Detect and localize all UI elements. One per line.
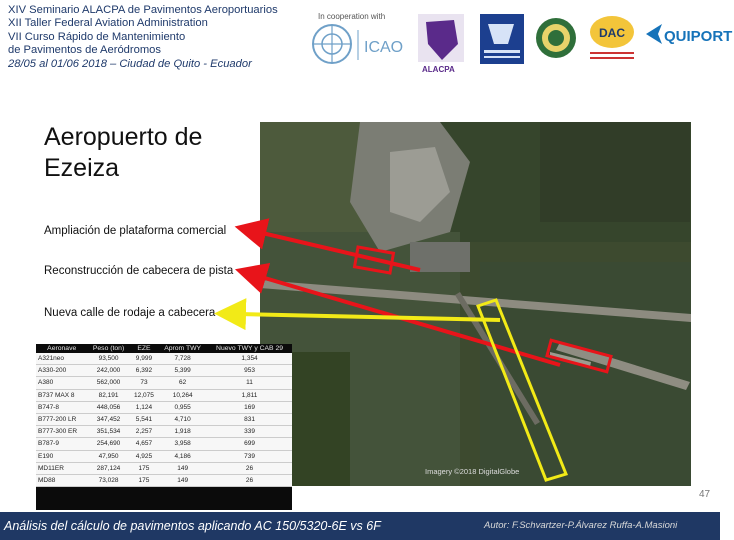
table-cell: 149 — [158, 462, 207, 474]
cooperation-text: In cooperation with — [318, 12, 386, 21]
table-cell: 254,690 — [87, 438, 129, 450]
table-cell: 4,925 — [130, 450, 159, 462]
table-cell: 4,657 — [130, 438, 159, 450]
table-cell: MD11ER — [36, 462, 87, 474]
table-cell: 11 — [207, 377, 292, 389]
table-cell: B737 MAX 8 — [36, 389, 87, 401]
table-row — [36, 389, 292, 401]
table-header-row — [36, 344, 292, 353]
title-line-1: Aeropuerto de — [44, 123, 203, 151]
column-header: Peso (ton) — [92, 345, 125, 352]
table-cell: 7,728 — [158, 353, 207, 365]
table-row — [36, 450, 292, 462]
svg-text:ALACPA: ALACPA — [422, 65, 455, 74]
label-cabecera: Reconstrucción de cabecera de pista — [44, 265, 234, 277]
table-cell: 831 — [207, 413, 292, 425]
footer-title: Análisis del cálculo de pavimentos aplicando AC 150/5320-6E vs 6F — [4, 519, 381, 533]
table-cell: 1,124 — [130, 401, 159, 413]
table-cell: 93,500 — [87, 353, 129, 365]
table-cell: A330-200 — [36, 365, 87, 377]
table-row — [36, 365, 292, 377]
table-cell: A321neo — [36, 353, 87, 365]
table-cell: 82,191 — [87, 389, 129, 401]
table-cell: 242,000 — [87, 365, 129, 377]
table-cell: B747-8 — [36, 401, 87, 413]
column-header: Aeronave — [47, 345, 77, 352]
table-cell: B777-300 ER — [36, 426, 87, 438]
footer-author: Autor: F.Schvartzer-P.Álvarez Ruffa-A.Masioni — [484, 520, 678, 531]
table-cell: 4,186 — [158, 450, 207, 462]
table-cell: B787-9 — [36, 438, 87, 450]
table-cell: 351,534 — [87, 426, 129, 438]
table-cell: 9,999 — [130, 353, 159, 365]
table-cell: 26 — [207, 474, 292, 486]
title-line-2: Ezeiza — [44, 154, 120, 182]
table-cell: 73,028 — [87, 474, 129, 486]
table-cell: E190 — [36, 450, 87, 462]
header-line-4: de Pavimentos de Aeródromos — [8, 44, 161, 57]
table-cell: 3,958 — [158, 438, 207, 450]
column-header: EZE — [137, 345, 151, 352]
table-cell: MD88 — [36, 474, 87, 486]
table-cell: 739 — [207, 450, 292, 462]
table-cell: 4,710 — [158, 413, 207, 425]
table-cell: 73 — [130, 377, 159, 389]
arrow-plataforma — [258, 232, 420, 270]
table-cell: 1,811 — [207, 389, 292, 401]
footer-bar — [0, 512, 720, 540]
image-credit: Imagery ©2018 DigitalGlobe — [425, 467, 520, 476]
table-cell: 2,257 — [130, 426, 159, 438]
arrow-cabecera — [258, 276, 560, 365]
table-cell: A380 — [36, 377, 87, 389]
table-cell: 5,399 — [158, 365, 207, 377]
table-cell: 347,452 — [87, 413, 129, 425]
svg-text:QUIPORT: QUIPORT — [664, 28, 733, 45]
table-cell: 175 — [130, 462, 159, 474]
table-cell: 12,075 — [130, 389, 159, 401]
box-calle-rodaje — [478, 300, 566, 480]
table-cell: 953 — [207, 365, 292, 377]
table-row — [36, 401, 292, 413]
header-line-3: VII Curso Rápido de Mantenimiento — [8, 30, 186, 43]
table-cell: 62 — [158, 377, 207, 389]
table-cell: 1,354 — [207, 353, 292, 365]
table-row — [36, 426, 292, 438]
table-cell: 448,056 — [87, 401, 129, 413]
svg-text:ICAO: ICAO — [364, 39, 404, 56]
table-row — [36, 353, 292, 365]
box-cabecera — [547, 340, 611, 372]
table-cell: B777-200 LR — [36, 413, 87, 425]
table-row — [36, 462, 292, 474]
label-plataforma: Ampliación de plataforma comercial — [44, 225, 227, 237]
table-cell: 175 — [130, 474, 159, 486]
table-cell: 339 — [207, 426, 292, 438]
table-row — [36, 474, 292, 486]
table-cell: 6,392 — [130, 365, 159, 377]
table-cell: 10,264 — [158, 389, 207, 401]
page-number: 47 — [699, 489, 711, 500]
header-line-2: XII Taller Federal Aviation Administration — [8, 17, 208, 30]
table-row — [36, 438, 292, 450]
header-line-1: XIV Seminario ALACPA de Pavimentos Aeroportuarios — [8, 4, 278, 16]
arrow-calle-rodaje — [238, 314, 500, 320]
aircraft-traffic-table — [36, 344, 292, 510]
table-cell: 169 — [207, 401, 292, 413]
table-cell: 5,541 — [130, 413, 159, 425]
table-cell: 149 — [158, 474, 207, 486]
table-cell: 0,955 — [158, 401, 207, 413]
table-cell: 26 — [207, 462, 292, 474]
svg-text:DAC: DAC — [599, 26, 625, 40]
column-header: Aprom TWY — [164, 345, 202, 352]
header-line-5: 28/05 al 01/06 2018 – Ciudad de Quito - Ecuador — [8, 57, 252, 70]
label-calle-rodaje: Nueva calle de rodaje a cabecera — [44, 307, 216, 319]
table-cell: 1,918 — [158, 426, 207, 438]
table-row — [36, 413, 292, 425]
table-row — [36, 377, 292, 389]
table-cell: 287,124 — [87, 462, 129, 474]
table-cell: 699 — [207, 438, 292, 450]
table-cell: 47,950 — [87, 450, 129, 462]
column-header: Nuevo TWY y CAB 29 — [216, 345, 284, 352]
table-cell: 562,000 — [87, 377, 129, 389]
